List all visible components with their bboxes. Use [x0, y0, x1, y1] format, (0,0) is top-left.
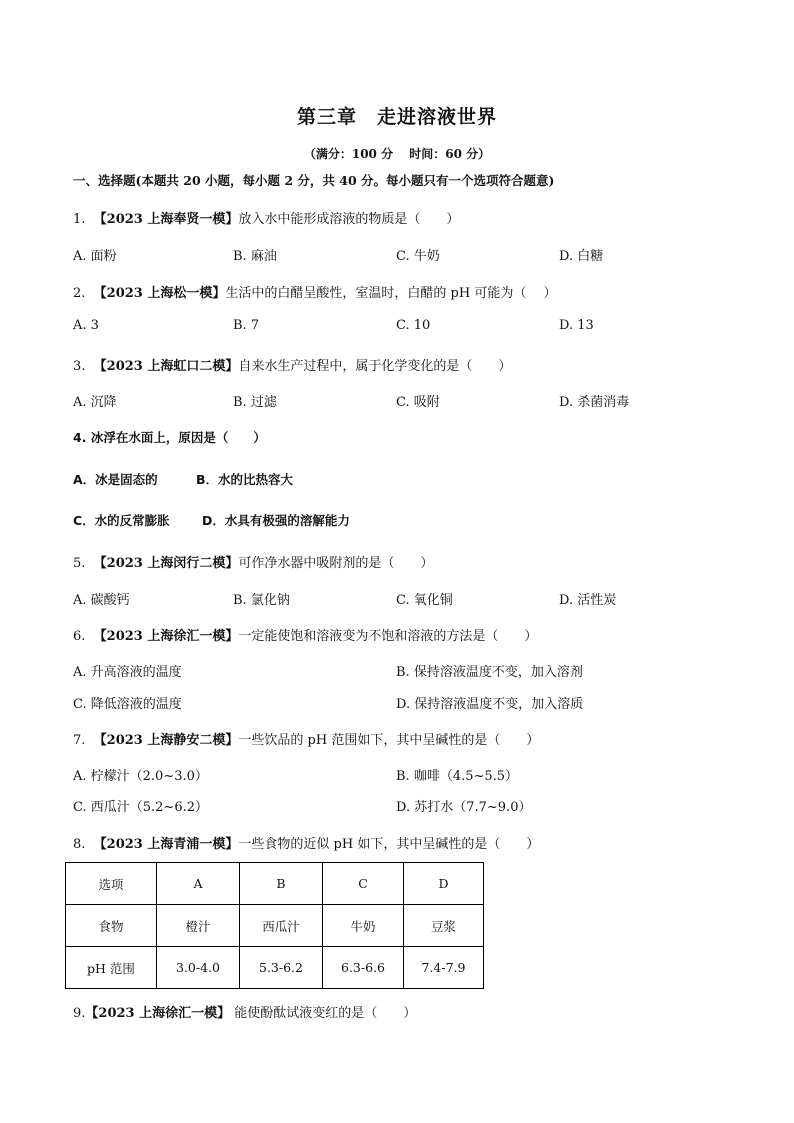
table-row	[66, 863, 484, 905]
question-6	[73, 625, 537, 644]
table-cell: 选项	[66, 863, 157, 905]
table-cell: 豆浆	[404, 905, 484, 947]
table-cell: 食物	[66, 905, 157, 947]
question-text: 一些饮品的 pH 范围如下，其中呈碱性的是（ ）	[238, 733, 540, 748]
question-source: 【2023 上海静安二模】	[93, 733, 239, 748]
question-source: 【2023 上海徐汇一模】	[85, 1006, 231, 1021]
option-a: A. 沉降	[73, 395, 117, 410]
option-a: A. 3	[73, 318, 99, 333]
option-a: A．冰是固态的	[73, 472, 158, 487]
question-number: 1.	[73, 212, 86, 227]
option-d: D. 13	[559, 318, 594, 333]
option-c: C. 牛奶	[396, 249, 440, 264]
question-number: 6.	[73, 629, 86, 644]
option-b: B. 过滤	[233, 395, 277, 410]
option-a: A. 柠檬汁（2.0~3.0）	[73, 769, 208, 784]
question-8	[73, 833, 539, 852]
question-source: 【2023 上海青浦一模】	[93, 837, 239, 852]
table-cell: D	[404, 863, 484, 905]
option-d: D. 活性炭	[559, 593, 617, 608]
option-b: B. 保持溶液温度不变，加入溶剂	[396, 665, 583, 680]
question-number: 3.	[73, 359, 86, 374]
table-cell: 橙汁	[157, 905, 240, 947]
question-2	[73, 282, 556, 301]
question-text: 放入水中能形成溶液的物质是（ ）	[238, 212, 460, 227]
table-cell: B	[240, 863, 323, 905]
question-text: 一些食物的近似 pH 如下，其中呈碱性的是（ ）	[238, 837, 540, 852]
table-cell: 牛奶	[323, 905, 404, 947]
question-number: 9.	[73, 1006, 86, 1021]
option-c: C. 吸附	[396, 395, 440, 410]
option-a: A. 碳酸钙	[73, 593, 130, 608]
question-text: 可作净水器中吸附剂的是（ ）	[238, 556, 434, 571]
option-b: B. 咖啡（4.5~5.5）	[396, 769, 519, 784]
question-5	[73, 552, 433, 571]
table-row	[66, 905, 484, 947]
table-cell: C	[323, 863, 404, 905]
option-c: C. 10	[396, 318, 431, 333]
option-d: D．水具有极强的溶解能力	[202, 513, 350, 528]
question-text: 冰浮在水面上，原因是（ ）	[90, 430, 266, 445]
table-cell: A	[157, 863, 240, 905]
question-source: 【2023 上海闵行二模】	[93, 556, 239, 571]
question-source: 【2023 上海徐汇一模】	[93, 629, 239, 644]
question-number: 4.	[73, 430, 87, 445]
option-b: B. 麻油	[233, 249, 277, 264]
question-7	[73, 729, 539, 748]
option-b: B．水的比热容大	[196, 472, 294, 487]
question-text: 能使酚酞试液变红的是（ ）	[230, 1006, 417, 1021]
option-d: D. 杀菌消毒	[559, 395, 630, 410]
option-a: A. 升高溶液的温度	[73, 665, 182, 680]
option-c: C. 西瓜汁（5.2~6.2）	[73, 800, 208, 815]
question-number: 7.	[73, 733, 86, 748]
exam-info: （满分：100 分 时间：60 分）	[303, 147, 491, 161]
question-number: 5.	[73, 556, 86, 571]
question-source: 【2023 上海虹口二模】	[93, 359, 239, 374]
page-title: 第三章 走进溶液世界	[296, 106, 497, 128]
option-b: B. 7	[233, 318, 260, 333]
question-text: 一定能使饱和溶液变为不饱和溶液的方法是（ ）	[238, 629, 538, 644]
table-cell: 6.3-6.6	[323, 947, 404, 989]
question-text: 生活中的白醋呈酸性，室温时，白醋的 pH 可能为（ ）	[225, 286, 557, 301]
table-cell: 3.0-4.0	[157, 947, 240, 989]
table-cell: 西瓜汁	[240, 905, 323, 947]
table-row	[66, 947, 484, 989]
question-number: 8.	[73, 837, 86, 852]
question-9	[73, 1002, 416, 1021]
option-d: D. 白糖	[559, 249, 604, 264]
question-3	[73, 355, 511, 374]
option-c: C. 氧化铜	[396, 593, 453, 608]
section-heading: 一、选择题(本题共 20 小题，每小题 2 分，共 40 分。每小题只有一个选项符合题意)	[73, 173, 555, 188]
table-cell: 5.3-6.2	[240, 947, 323, 989]
question-source: 【2023 上海松一模】	[93, 286, 226, 301]
option-d: D. 保持溶液温度不变，加入溶质	[396, 697, 584, 712]
ph-table	[65, 862, 484, 989]
option-b: B. 氯化钠	[233, 593, 290, 608]
question-number: 2.	[73, 286, 86, 301]
table-cell: 7.4-7.9	[404, 947, 484, 989]
question-text: 自来水生产过程中，属于化学变化的是（ ）	[238, 359, 512, 374]
question-1	[73, 208, 459, 227]
option-c: C. 降低溶液的温度	[73, 697, 182, 712]
table-cell: pH 范围	[66, 947, 157, 989]
option-c: C．水的反常膨胀	[73, 513, 170, 528]
question-4	[73, 428, 266, 446]
question-source: 【2023 上海奉贤一模】	[93, 212, 239, 227]
option-a: A. 面粉	[73, 249, 117, 264]
option-d: D. 苏打水（7.7~9.0）	[396, 800, 532, 815]
